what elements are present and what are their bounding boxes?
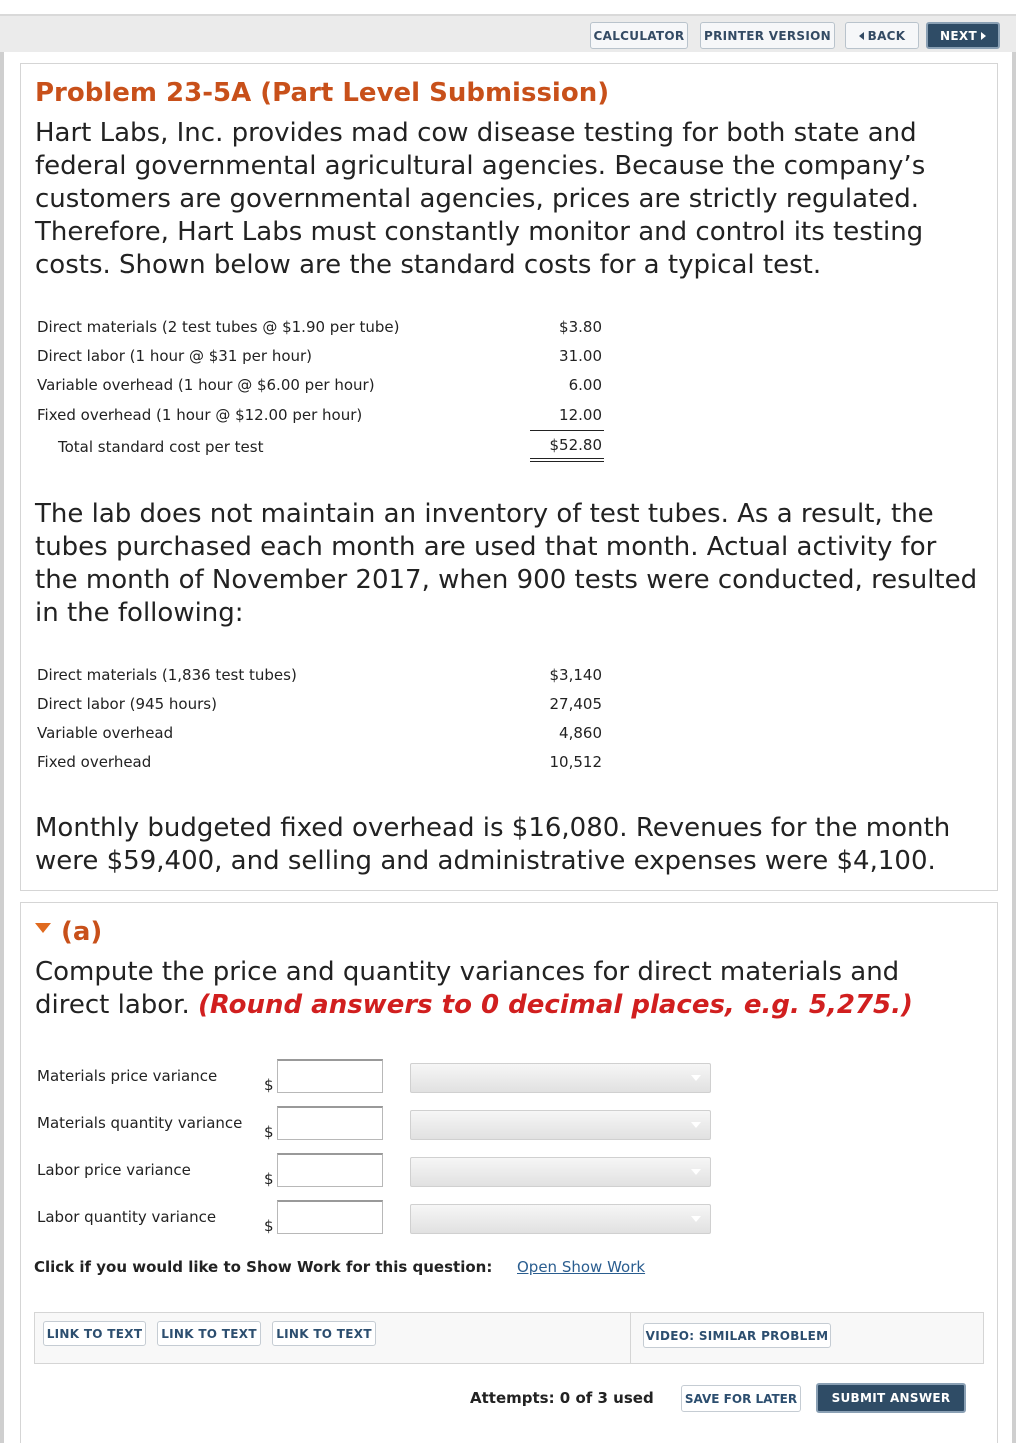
actual-cost-value: $3,140 — [549, 666, 602, 684]
divider — [630, 1313, 631, 1363]
standard-total-value: $52.80 — [549, 436, 602, 454]
problem-title: Problem 23-5A (Part Level Submission) — [35, 78, 610, 108]
save-for-later-button[interactable]: SAVE FOR LATER — [681, 1385, 801, 1412]
materials-quantity-variance-label: Materials quantity variance — [37, 1114, 243, 1132]
calculator-button[interactable]: CALCULATOR — [590, 22, 688, 49]
materials-price-variance-label: Materials price variance — [37, 1067, 218, 1085]
standard-cost-label: Variable overhead (1 hour @ $6.00 per hour) — [37, 376, 375, 394]
standard-cost-value: 31.00 — [559, 347, 602, 365]
currency-symbol: $ — [264, 1076, 274, 1094]
materials-quantity-variance-select[interactable] — [410, 1110, 711, 1140]
labor-price-variance-input[interactable] — [277, 1153, 383, 1187]
standard-cost-value: 12.00 — [559, 406, 602, 424]
currency-symbol: $ — [264, 1217, 274, 1235]
materials-price-variance-select[interactable] — [410, 1063, 711, 1093]
left-rail — [0, 52, 4, 1443]
standard-cost-value: $3.80 — [559, 318, 602, 336]
back-button[interactable] — [845, 22, 919, 49]
actual-cost-label: Fixed overhead — [37, 753, 152, 771]
chevron-left-icon — [859, 32, 864, 40]
materials-quantity-variance-input[interactable] — [277, 1106, 383, 1140]
chevron-right-icon — [981, 32, 986, 40]
labor-quantity-variance-label: Labor quantity variance — [37, 1208, 217, 1226]
double-underline — [530, 458, 604, 459]
right-rail — [1012, 52, 1016, 1443]
next-button[interactable] — [926, 22, 1000, 49]
rounding-instruction: (Round answers to 0 decimal places, e.g. 5,275.) — [198, 990, 913, 1020]
problem-intro: Hart Labs, Inc. provides mad cow disease testing for both state and federal governmental agricultural agencies. Because the company’s customers are governmental agencies, prices are strictly regulated. Therefore, Hart Labs must constantly monitor and control its testing costs. Shown below are the standard costs for a typical test. — [35, 118, 926, 280]
submit-answer-button[interactable]: SUBMIT ANSWER — [816, 1383, 966, 1413]
part-a-question — [35, 956, 980, 1022]
subtotal-underline — [530, 430, 604, 431]
standard-total-label: Total standard cost per test — [58, 438, 264, 456]
part-a-header[interactable] — [35, 917, 102, 947]
labor-quantity-variance-select[interactable] — [410, 1204, 711, 1234]
actual-cost-value: 10,512 — [549, 753, 602, 771]
materials-price-variance-input[interactable] — [277, 1059, 383, 1093]
caret-down-icon[interactable] — [35, 923, 51, 933]
open-show-work-link[interactable]: Open Show Work — [517, 1258, 646, 1276]
printer-version-button[interactable]: PRINTER VERSION — [700, 22, 835, 49]
chevron-down-icon[interactable] — [682, 1205, 710, 1233]
link-to-text-button[interactable]: LINK TO TEXT — [272, 1321, 376, 1346]
actual-cost-value: 27,405 — [549, 695, 602, 713]
chevron-down-icon[interactable] — [682, 1111, 710, 1139]
double-underline — [530, 461, 604, 462]
standard-cost-label: Direct labor (1 hour @ $31 per hour) — [37, 347, 313, 365]
chevron-down-icon[interactable] — [682, 1064, 710, 1092]
show-work-prompt: Click if you would like to Show Work for this question: — [34, 1258, 493, 1276]
standard-cost-label: Direct materials (2 test tubes @ $1.90 per tube) — [37, 318, 400, 336]
labor-price-variance-label: Labor price variance — [37, 1161, 191, 1179]
link-to-text-button[interactable]: LINK TO TEXT — [157, 1321, 261, 1346]
actual-cost-label: Variable overhead — [37, 724, 174, 742]
attempts-counter: Attempts: 0 of 3 used — [470, 1389, 654, 1407]
video-similar-problem-button[interactable]: VIDEO: SIMILAR PROBLEM — [643, 1323, 831, 1348]
standard-cost-label: Fixed overhead (1 hour @ $12.00 per hour) — [37, 406, 363, 424]
labor-quantity-variance-input[interactable] — [277, 1200, 383, 1234]
link-to-text-button[interactable]: LINK TO TEXT — [43, 1321, 146, 1346]
problem-closing-text: Monthly budgeted fixed overhead is $16,080. Revenues for the month were $59,400, and selling and administrative expenses were $4,100. — [35, 813, 951, 876]
labor-price-variance-select[interactable] — [410, 1157, 711, 1187]
actual-cost-label: Direct materials (1,836 test tubes) — [37, 666, 297, 684]
chevron-down-icon[interactable] — [682, 1158, 710, 1186]
part-a-label: (a) — [61, 917, 103, 947]
back-label: BACK — [867, 28, 906, 43]
standard-cost-value: 6.00 — [568, 376, 602, 394]
actual-cost-value: 4,860 — [559, 724, 602, 742]
currency-symbol: $ — [264, 1123, 274, 1141]
next-label: NEXT — [940, 28, 977, 43]
currency-symbol: $ — [264, 1170, 274, 1188]
actual-cost-label: Direct labor (945 hours) — [37, 695, 217, 713]
question-text: Compute the price and quantity variances for direct materials and direct labor. — [35, 957, 900, 1020]
problem-middle-text: The lab does not maintain an inventory of test tubes. As a result, the tubes purchased each month are used that month. Actual activity for the month of November 2017, when 900 tests were conducted, resulted in the following: — [35, 499, 978, 628]
